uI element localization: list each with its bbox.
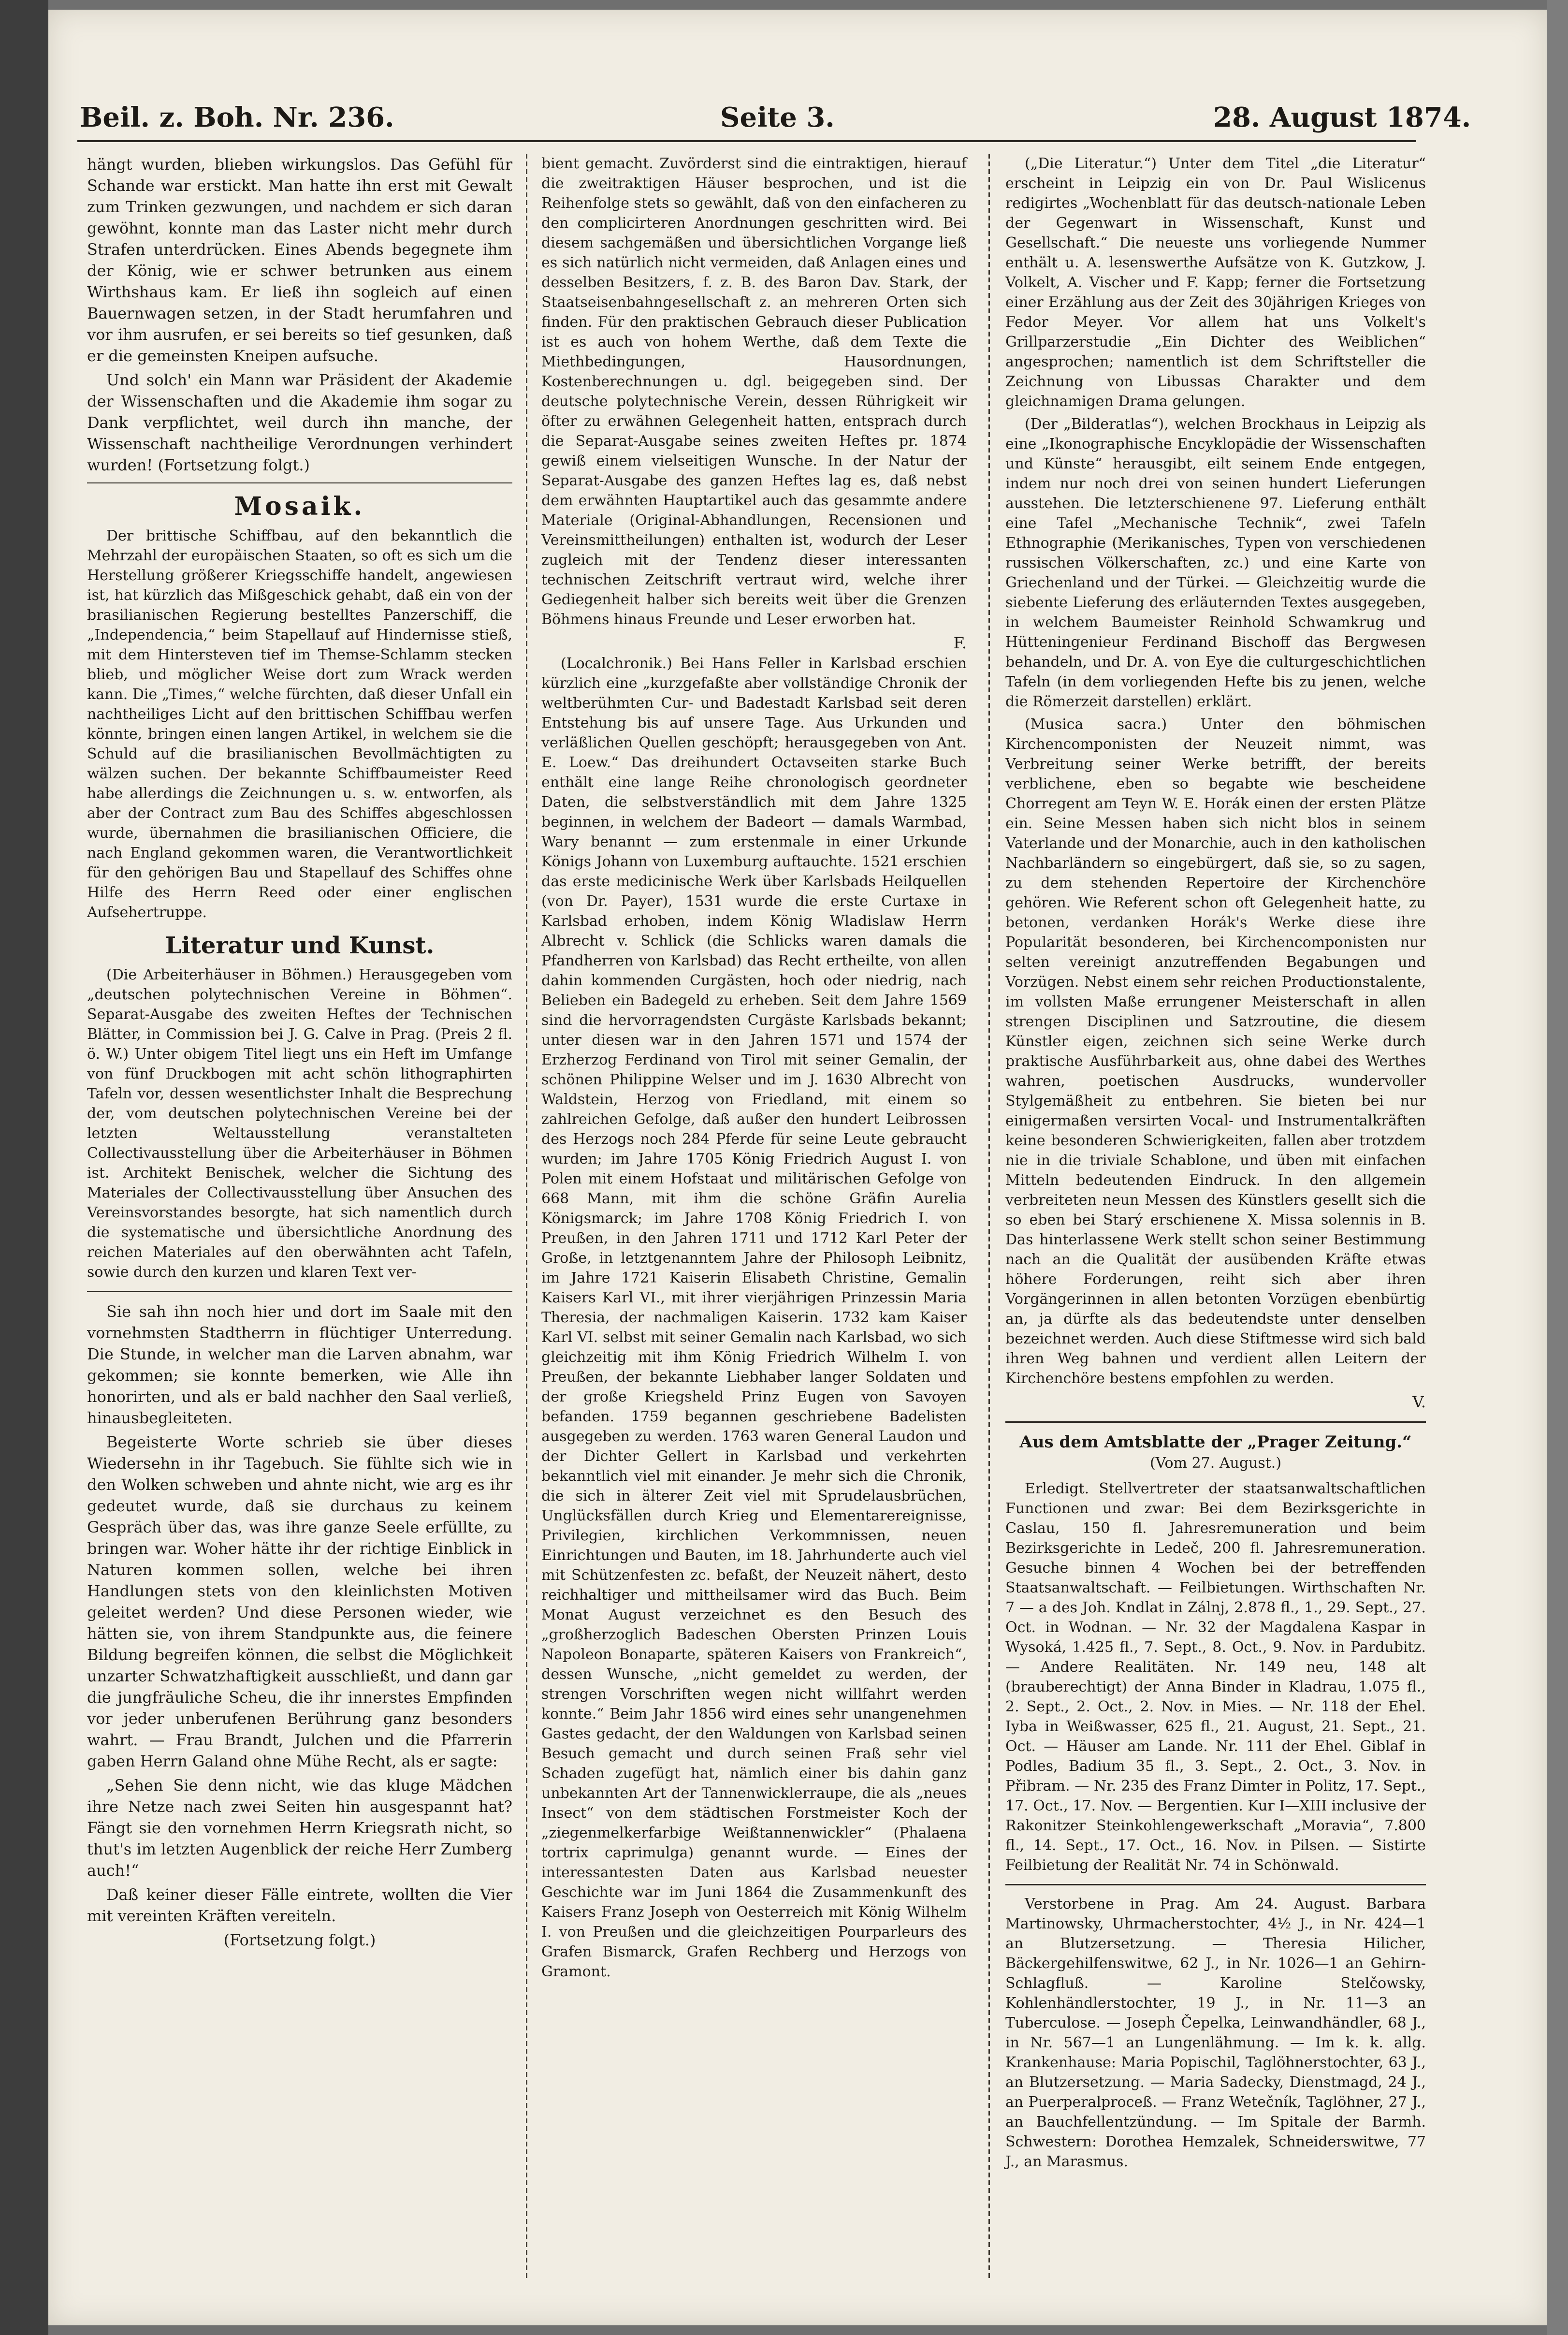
paragraph: (Die Arbeiterhäuser in Böhmen.) Herausgegeben vom „deutschen polytechnischen Vereine in Böhmen“. Separat-Ausgabe des zweiten Heftes der Technischen Blätter, in Commission bei J. G. Calve in Prag. (Preis 2 fl. ö. W.) Unter obigem Titel liegt uns ein Heft im Umfange von fünf Druckbogen mit acht schön lithographirten Tafeln vor, dessen wesentlichster Inhalt die Besprechung der, vom deutschen polytechnischen Vereine bei der letzten Weltausstellung veranstalteten Collectivausstellung über die Arbeiterhäuser in Böhmen ist. Architekt Benischek, welcher die Sichtung des Materiales der Collectivausstellung über Ansuchen des Vereinsvorstandes besorgte, hat sich namentlich durch die systematische und übersichtliche Anordnung des reichen Materiales auf den oberwähnten acht Tafeln, sowie durch den kurzen und klaren Text ver- xyxy=(87,966,512,1281)
author-signature: V. xyxy=(1412,1393,1426,1411)
paragraph: hängt wurden, blieben wirkungslos. Das Gefühl für Schande war erstickt. Man hatte ihn erst mit Gewalt zum Trinken gezwungen, und nachdem er sich daran gewöhnt, konnte man das Laster nicht mehr durch Strafen unterdrücken. Eines Abends begegnete ihm der König, wie er schwer betrunken aus einem Wirthshaus kam. Er ließ ihn sogleich auf einen Bauernwagen setzen, in der Stadt herumfahren und vor ihm ausrufen, er sei bereits so tief gesunken, daß er die gemeinsten Kneipen aufsuche. xyxy=(87,155,512,365)
paragraph: Und solch' ein Mann war Präsident der Akademie der Wissenschaften und die Akademie ihm sogar zu Dank verpflichtet, weil durch ihn manche, der Wissenschaft nachtheilige Verordnungen verhindert wurden! (Fortsetzung folgt.) xyxy=(87,371,512,474)
paragraph: (Der „Bilderatlas“), welchen Brockhaus in Leipzig als eine „Ikonographische Encyklopädie der Wissenschaften und Künste“ herausgibt, eilt seinem Ende entgegen, indem nur noch drei von seinen hundert Lieferungen ausstehen. Die letzterschienene 97. Lieferung enthält eine Tafel „Mechanische Technik“, zwei Tafeln Ethnographie (Merikanisches, Typen von verschiedenen russischen Völkerschaften, zc.) und eine Karte von Griechenland und der Türkei. — Gleichzeitig wurde die siebente Lieferung des erläuternden Textes ausgegeben, in welchem Baumeister Reinhold Schwamkrug und Hütteningenieur Ferdinand Bischoff das Bergwesen behandeln, und Dr. A. von Eye die culturgeschichtlichen Tafeln (in dem vorliegenden Hefte bis zu jenen, welche die Römerzeit darstellen) erklärt. xyxy=(1005,416,1426,710)
column-2 xyxy=(541,154,967,1985)
paragraph: Erledigt. Stellvertreter der staatsanwaltschaftlichen Functionen und zwar: Bei dem Bezirksgerichte in Caslau, 150 fl. Jahresremuneration und beim Bezirksgerichte in Ledeč, 200 fl. Jahresremuneration. Gesuche binnen 4 Wochen bei der betreffenden Staatsanwaltschaft. — Feilbietungen. Wirthschaften Nr. 7 — a des Joh. Kndlat in Zálnj, 2.878 fl., 1., 29. Sept., 27. Oct. in Wodnan. — Nr. 32 der Magdalena Kaspar in Wysoká, 1.425 fl., 7. Sept., 8. Oct., 9. Nov. in Pardubitz. — Andere Realitäten. Nr. 149 neu, 148 alt (brauberechtigt) der Anna Binder in Kladrau, 1.075 fl., 2. Sept., 2. Oct., 2. Nov. in Mies. — Nr. 118 der Ehel. Iyba in Weißwasser, 625 fl., 21. August, 21. Sept., 21. Oct. — Häuser am Lande. Nr. 111 der Ehel. Giblaf in Podles, Badium 35 fl., 3. Sept., 2. Oct., 3. Nov. in Přibram. — Nr. 235 des Franz Dimter in Politz, 17. Sept., 17. Oct., 17. Nov. — Bergentien. Kur I—XIII inclusive der Rakonitzer Steinkohlengewerkschaft „Moravia“, 7.800 fl., 14. Sept., 17. Oct., 16. Nov. in Pilsen. — Sistirte Feilbietung der Realität Nr. 74 in Schönwald. xyxy=(1005,1480,1426,1874)
official-gazette-title: Aus dem Amtsblatte der „Prager Zeitung.“ xyxy=(1019,1432,1412,1452)
paragraph: (Musica sacra.) Unter den böhmischen Kirchencomponisten der Neuzeit nimmt, was Verbreitung seiner Werke betrifft, der bereits verblichene, eben so begabte wie bescheidene Chorregent am Teyn W. E. Horák einen der ersten Plätze ein. Seine Messen haben sich nicht blos in seinem Vaterlande und der Monarchie, auch in den katholischen Nachbarländern so eingebürgert, daß sie, so zu sagen, zu dem stehenden Repertoire der Kirchenchöre gehören. Wie Referent schon oft Gelegenheit hatte, zu betonen, verdanken Horák's Werke diese ihre Popularität besonderen, bei Kirchencomponisten nur selten vereinigt anzutreffenden Begabungen und Vorzügen. Nebst einem sehr reichen Productionstalente, im vollsten Maße errungener Meisterschaft in allen strengen Disciplinen und Satzroutine, die diesem Künstler eigen, zeichnen sich seine Werke durch praktische Ausführbarkeit aus, ohne dabei des Werthes wahren, poetischen Ausdrucks, wundervoller Stylgemäßheit zu entbehren. Sie bieten bei nur einigermaßen versirten Vocal- und Instrumentalkräften keine besonderen Schwierigkeiten, fallen aber trotzdem nie in die triviale Schablone, und üben mit einfachen Mitteln bedeutenden Eindruck. In den allgemein verbreiteten neun Messen des Künstlers gesellt sich die so eben bei Starý erschienene X. Missa solennis in B. Das hinterlassene Werk stellt schon seiner Bestimmung nach an die Qualität der ausübenden Kräfte etwas höhere Forderungen, reiht sich aber ihren Vorgängerinnen in allen betonten Vorzügen ebenbürtig an, ja dürfte als das bedeutendste unter denselben bezeichnet werden. Auch diese Stiftmesse wird sich bald ihren Weg bahnen und verdient allen Leitern der Kirchenchöre bestens empfohlen zu werden. xyxy=(1005,716,1426,1387)
deaths-list: Verstorbene in Prag. Am 24. August. Barbara Martinowsky, Uhrmacherstochter, 4½ J., in Nr. 424—1 an Blutzersetzung. — Theresia Hilicher, Bäckergehilfenswitwe, 62 J., in Nr. 1026—1 an Gehirn-Schlagfluß. — Karoline Stelčowsky, Kohlenhändlerstochter, 19 J., in Nr. 11—3 an Tuberculose. — Joseph Čepelka, Leinwandhändler, 68 J., in Nr. 567—1 an Lungenlähmung. — Im k. k. allg. Krankenhause: Maria Popischil, Taglöhnerstochter, 63 J., an Blutzersetzung. — Maria Sadecky, Dienstmagd, 24 J., an Puerperalproceß. — Franz Wetečník, Taglöhner, 27 J., an Bauchfellentzündung. — Im Spitale der Barmh. Schwestern: Dorothea Hemzalek, Schneiderswitwe, 77 J., an Marasmus. xyxy=(1005,1896,1426,2170)
separator xyxy=(87,482,512,483)
section-title-literature: Literatur und Kunst. xyxy=(165,932,435,959)
column-3 xyxy=(1005,154,1426,2174)
paragraph: bient gemacht. Zuvörderst sind die eintraktigen, hierauf die zweitraktigen Häuser besprochen, und ist die Reihenfolge stets so gewählt, daß von den einfacheren zu den complicirteren Anordnungen geschritten wird. Bei diesem sachgemäßen und übersichtlichen Vorgange ließ es sich natürlich nicht vermeiden, daß Anlagen eines und desselben Besitzers, f. z. B. des Baron Dav. Stark, der Staatseisenbahngesellschaft z. an mehreren Orten sich finden. Für den praktischen Gebrauch dieser Publication ist es auch von hohem Werthe, daß dem Texte die Miethbedingungen, Hausordnungen, Kostenberechnungen u. dgl. beigegeben sind. Der deutsche polytechnische Verein, dessen Rührigkeit wir öfter zu erwähnen Gelegenheit hatten, entsprach durch die Separat-Ausgabe seines zweiten Heftes pr. 1874 gewiß einem vielseitigen Wunsche. In der Natur der Separat-Ausgabe des ganzen Heftes lag es, daß nebst dem erwähnten Hauptartikel auch das gesammte andere Materiale (Original-Abhandlungen, Recensionen und Vereinsmittheilungen) enthalten ist, wodurch der Leser zugleich mit der Tendenz dieser interessanten technischen Zeitschrift vertraut wird, welche ihrer Gediegenheit halber sich bereits weit über die Grenzen Böhmens hinaus Freunde und Leser erworben hat. xyxy=(541,155,967,628)
author-signature: F. xyxy=(953,634,967,652)
page-left-edge xyxy=(0,0,48,2335)
column-divider xyxy=(526,154,527,2281)
paragraph: Der brittische Schiffbau, auf den bekanntlich die Mehrzahl der europäischen Staaten, so oft es sich um die Herstellung größerer Kriegsschiffe handelt, angewiesen ist, hat kürzlich das Mißgeschick gehabt, daß ein von der brasilianischen Regierung bestelltes Panzerschiff, die „Independencia,“ beim Stapellauf auf Hindernisse stieß, mit dem Hintersteven tief im Themse-Schlamm stecken blieb, und möglicher Weise dort zum Wrack werden kann. Die „Times,“ welche fürchten, daß dieser Unfall ein nachtheiliges Licht auf den brittischen Schiffbau werfen könnte, bringen einen langen Artikel, in welchem sie die Schuld auf die brasilianischen Bevollmächtigten zu wälzen suchen. Der bekannte Schiffbaumeister Reed habe allerdings die Zeichnungen u. s. w. entworfen, als aber der Contract zum Bau des Schiffes abgeschlossen wurde, übernahmen die brasilianischen Officiere, die nach England gekommen waren, die Verantwortlichkeit für den gehörigen Bau und Stapellauf des Schiffes ohne Hilfe des Herrn Reed oder einer englischen Aufsehertruppe. xyxy=(87,527,512,921)
separator xyxy=(87,1291,512,1292)
header-rule xyxy=(77,140,1416,142)
section-title-mosaik: Mosaik. xyxy=(234,492,365,521)
continuation-note: (Fortsetzung folgt.) xyxy=(223,1931,376,1949)
header-page-number: Seite 3. xyxy=(720,102,835,133)
column-divider xyxy=(988,154,990,2281)
paragraph: („Die Literatur.“) Unter dem Titel „die Literatur“ erscheint in Leipzig ein von Dr. Paul Wislicenus redigirtes „Wochenblatt für das deutsch-nationale Leben der Gegenwart in Wissenschaft, Kunst und Gesellschaft.“ Die neueste uns vorliegende Nummer enthält u. A. lesenswerthe Aufsätze von K. Gutzkow, J. Volkelt, A. Vischer und F. Kapp; ferner die Fortsetzung einer Erzählung aus der Zeit des 30jährigen Krieges von Fedor Meyer. Vor allem hat uns Volkelt's Grillparzerstudie „Ein Dichter des Weiblichen“ angesprochen; namentlich ist dem Schriftsteller die Zeichnung von Libussas Charakter und dem gleichnamigen Drama gelungen. xyxy=(1005,155,1426,410)
official-gazette-date: (Vom 27. August.) xyxy=(1149,1455,1282,1472)
column-1 xyxy=(87,154,512,1951)
paragraph: Begeisterte Worte schrieb sie über dieses Wiedersehn in ihr Tagebuch. Sie fühlte sich wie in den Wolken schweben und ahnte nicht, wie arg es ihr gedeutet wurde, daß sie durchaus zu keinem Gespräch über das, was ihre ganze Seele erfüllte, zu bringen war. Woher hätte ihr der richtige Einblick in Naturen kommen sollen, welche bei ihren Handlungen stets von den kleinlichsten Motiven geleitet werden? Und diese Personen wieder, wie hätten sie, von ihrem Standpunkte aus, die feinere Bildung begreifen können, die selbst die Möglichkeit unzarter Schwatzhaftigkeit ausschließt, und dann gar die jungfräuliche Scheu, die ihr innerstes Empfinden vor jeder unberufenen Berührung ganz besonders wahrt. — Frau Brandt, Julchen und die Pfarrerin gaben Herrn Galand ohne Mühe Recht, als er sagte: xyxy=(87,1433,512,1770)
page-right-edge xyxy=(1547,0,1568,2335)
paragraph: Sie sah ihn noch hier und dort im Saale mit den vornehmsten Stadtherrn in flüchtiger Unterredung. Die Stunde, in welcher man die Larven abnahm, war gekommen; sie konnte bemerken, wie Alle ihn honorirten, und als er bald nachher den Saal verließ, hinausbegleiteten. xyxy=(87,1302,512,1427)
paragraph: Daß keiner dieser Fälle eintrete, wollten die Vier mit vereinten Kräften vereiteln. xyxy=(87,1885,512,1925)
header-issue: Beil. z. Boh. Nr. 236. xyxy=(80,102,394,133)
separator xyxy=(1005,1884,1426,1885)
paragraph: (Localchronik.) Bei Hans Feller in Karlsbad erschien kürzlich eine „kurzgefaßte aber vollständige Chronik der weltberühmten Cur- und Badestadt Karlsbad seit deren Entstehung bis auf unsere Tage. Aus Urkunden und verläßlichen Quellen geschöpft; herausgegeben von Ant. E. Loew.“ Das dreihundert Octavseiten starke Buch enthält eine lange Reihe chronologisch geordneter Daten, die selbstverständlich mit dem Jahre 1325 beginnen, in welchem der Badeort — damals Warmbad, Wary benannt — zum erstenmale in einer Urkunde Königs Johann von Luxemburg auftauchte. 1521 erschien das erste medicinische Werk über Karlsbads Heilquellen (von Dr. Payer), 1531 wurde die erste Curtaxe in Karlsbad erhoben, indem König Wladislaw Herrn Albrecht v. Schlick (die Schlicks waren damals die Pfandherren von Karlsbad) das Recht ertheilte, von allen dahin kommenden Curgästen, hoch oder niedrig, nach Belieben ein Badegeld zu erheben. Seit dem Jahre 1569 sind die hervorragendsten Curgäste Karlsbads bekannt; unter diesen war in den Jahren 1571 und 1574 der Erzherzog Ferdinand von Tirol mit seiner Gemalin, der schönen Philippine Welser und im J. 1630 Albrecht von Waldstein, Herzog von Friedland, mit einem so zahlreichen Gefolge, daß außer den hundert Leibrossen des Herzogs noch 284 Pferde für seine Leute gebraucht wurden; im Jahre 1705 König Friedrich August I. von Polen mit einem Hofstaat und militärischen Gefolge von 668 Mann, mit ihm die schöne Gräfin Aurelia Königsmarck; im Jahre 1708 König Friedrich I. von Preußen, in den Jahren 1711 und 1712 Karl Peter der Große, in letztgenanntem Jahre der Philosoph Leibnitz, im Jahre 1721 Kaiserin Elisabeth Christine, Gemalin Kaisers Karl VI., mit ihrer vierjährigen Prinzessin Maria Theresia, der nachmaligen Kaiserin. 1732 kam Kaiser Karl VI. selbst mit seiner Gemalin nach Karlsbad, wo sich gleichzeitig mit ihm König Friedrich Wilhelm I. von Preußen, der bekannte Liebhaber langer Soldaten und der große Kriegsheld Prinz Eugen von Savoyen befanden. 1759 begannen geschriebene Badelisten ausgegeben zu werden. 1763 waren General Laudon und der Dichter Gellert in Karlsbad und verkehrten bekanntlich viel mit einander. Je mehr sich die Chronik, die sich in älterer Zeit viel mit Sprudelausbrüchen, Unglücksfällen durch Krieg und Elementarereignisse, Privilegien, kirchlichen Verkommnissen, neuen Einrichtungen und Bauten, im 18. Jahrhunderte auch viel mit Schützenfesten zc. befaßt, der Neuzeit nähert, desto reichhaltiger und mittheilsamer wird das Buch. Beim Monat August verzeichnet es den Besuch des „großherzoglich Badeschen Obersten Prinzen Louis Napoleon Bonaparte, späteren Kaisers von Frankreich“, dessen Wunsche, „nicht gemeldet zu werden, der strengen Vorschriften wegen nicht willfahrt werden konnte.“ Beim Jahr 1856 wird eines sehr unangenehmen Gastes gedacht, der den Waldungen von Karlsbad seinen Besuch gemacht und durch seinen Fraß sehr viel Schaden zugefügt hat, nämlich einer bis dahin ganz unbekannten Art der Tannenwicklerraupe, die als „neues Insect“ von dem städtischen Forstmeister Koch der „ziegenmelkerfarbige Weißtannenwickler“ (Phalaena tortrix caprimulga) genannt wurde. — Eines der interessantesten Daten aus Karlsbad neuester Geschichte war im Juni 1864 die Zusammenkunft des Kaisers Franz Joseph von Oesterreich mit König Wilhelm I. von Preußen und die gleichzeitigen Pourparleurs des Grafen Bismarck, Grafen Rechberg und Herzogs von Gramont. xyxy=(541,655,967,1980)
separator xyxy=(1005,1421,1426,1423)
header-date: 28. August 1874. xyxy=(1213,102,1471,133)
paragraph: „Sehen Sie denn nicht, wie das kluge Mädchen ihre Netze nach zwei Seiten hin ausgespannt hat? Fängt sie den vornehmen Herrn Kriegsrath nicht, so thut's im letzten Augenblick der reiche Herr Zumberg auch!“ xyxy=(87,1776,512,1880)
